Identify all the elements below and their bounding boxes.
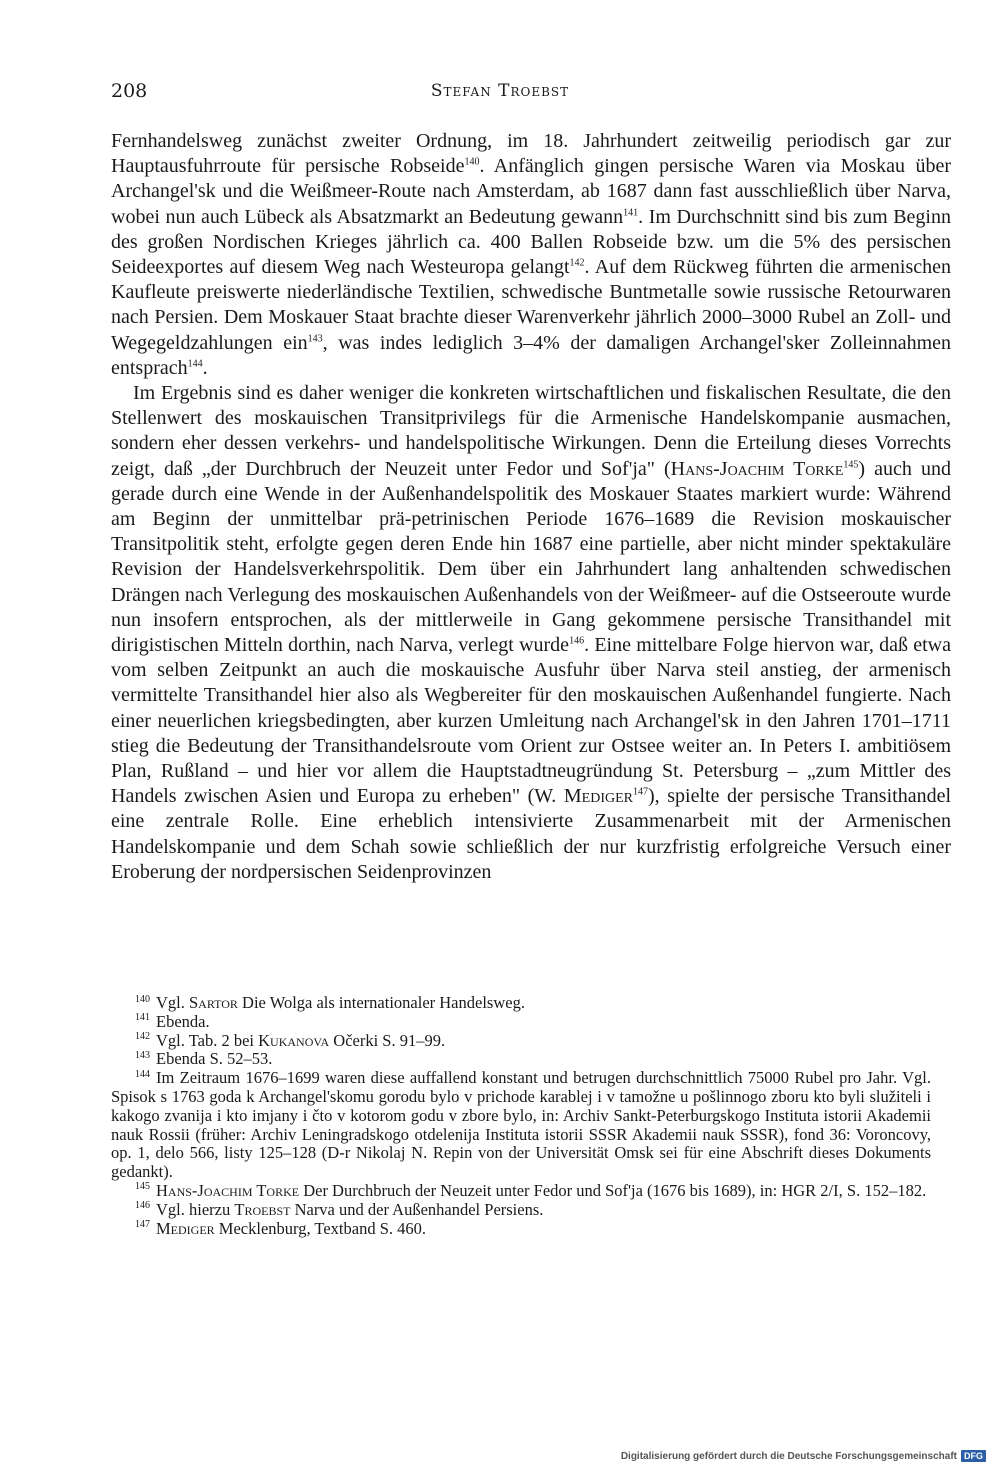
text-span: . Anfänglich gingen persische Waren via Moskau über Archangel'sk und die Weißmeer-Route nach Amsterdam, ab 1687 dann fast ausschließlich über Narva, wobei nun auch Lübeck als Absatzmarkt an Bedeutung gewann bbox=[111, 155, 951, 228]
footnote-text: Ebenda. bbox=[156, 1011, 210, 1031]
footnote bbox=[111, 1069, 931, 1182]
author-name: Mediger bbox=[563, 785, 633, 808]
footnote-text: Mecklenburg, Textband S. 460. bbox=[214, 1218, 427, 1238]
author-name: Sartor bbox=[189, 993, 238, 1012]
running-head: Stefan Troebst bbox=[430, 81, 570, 101]
footnote-ref: 145 bbox=[843, 458, 859, 470]
footnote bbox=[111, 1013, 931, 1032]
footnote bbox=[111, 1182, 931, 1201]
footnote-number: 146 bbox=[135, 1200, 150, 1212]
text-span: . bbox=[202, 356, 208, 379]
text-span: , was indes lediglich 3–4% der damaligen Archangel'sker Zolleinnahmen entsprach bbox=[111, 331, 951, 379]
footnote bbox=[111, 1032, 931, 1051]
footnote-ref: 142 bbox=[569, 257, 585, 269]
footnote-ref: 143 bbox=[307, 332, 323, 344]
page-number: 208 bbox=[111, 80, 148, 102]
author-name: Kukanova bbox=[258, 1030, 330, 1050]
credit-text: Digitalisierung gefördert durch die Deutsche Forschungsgemeinschaft bbox=[620, 1450, 957, 1462]
footnote-number: 145 bbox=[135, 1181, 150, 1193]
text-span: . Eine mittelbare Folge hiervon war, daß etwa vom selben Zeitpunkt an auch die moskauische Ausfuhr über Narva steil anstieg, der armenisch vermittelte Transithandel hier also als Wegbereiter für den moskauischen Außenhandel fungierte. Nach einer neuerlichen kriegsbedingten, aber kurzen Umleitung nach Archangel'sk in den Jahren 1701–1711 stieg die Bedeutung der Transithandelsroute vom Orient zur Ostsee weiter an. In Peters I. ambitiösem Plan, Rußland – und hier vor allem die Hauptstadtneugründung St. Petersburg – „zum Mittler des Handels zwischen Asien und Europa zu erheben" (W. bbox=[111, 634, 952, 808]
footnote bbox=[111, 994, 931, 1013]
footnote-number: 140 bbox=[135, 993, 150, 1005]
paragraph-1 bbox=[111, 129, 951, 381]
text-span: . Im Durchschnitt sind bis zum Beginn des großen Nordischen Krieges jährlich ca. 400 Ballen Robseide bzw. um die 5% des persischen Seideexportes auf diesem Weg nach Westeuropa gelangt bbox=[111, 205, 951, 279]
dfg-logo: DFG bbox=[961, 1450, 986, 1462]
footnote-ref: 146 bbox=[569, 635, 585, 647]
footnote-text: Vgl. hierzu bbox=[156, 1199, 235, 1219]
text-span: ), spielte der persische Transithandel eine zentrale Rolle. Eine erheblich intensivierte Zusammenarbeit mit der Armenischen Handelskompanie und dem Schah sowie schließlich der nur kurzfristig erfolgreiche Versuch einer Eroberung der nordpersischen Seidenprovinzen bbox=[111, 785, 952, 883]
footnote-text: Der Durchbruch der Neuzeit unter Fedor und Sof'ja (1676 bis 1689), in: HGR 2/I, S. 152–182. bbox=[299, 1180, 927, 1200]
footnote-number: 147 bbox=[135, 1219, 150, 1231]
text-span: Im Ergebnis sind es daher weniger die konkreten wirtschaftlichen und fiskalischen Resultate, die den Stellenwert des moskauischen Transitprivilegs für die Armenische Handelskompanie ausmachen, sondern eher dessen verkehrs- und handelspolitische Wirkungen. Denn die Erteilung dieses Vorrechts zeigt, daß „der Durchbruch der Neuzeit unter Fedor und Sof'ja" ( bbox=[111, 382, 951, 480]
footnote-ref: 144 bbox=[187, 358, 203, 370]
footnote-text: Vgl. Tab. 2 bei bbox=[156, 1030, 259, 1050]
footnote-number: 143 bbox=[135, 1049, 150, 1061]
footnote-ref: 140 bbox=[464, 156, 480, 168]
body-text bbox=[111, 129, 951, 885]
footnote-text: Im Zeitraum 1676–1699 waren diese auffallend konstant und betrugen durchschnittlich 75000 Rubel pro Jahr. Vgl. Spisok s 1763 goda k Archangel'skomu gorodu bylo v prichode karablej i v tamožne u pošlinnogo zboru kto byli služiteli i kakogo zvanija i kto imjany i čto v kotorom godu v zbore bylo, in: Archiv Sankt-Peterburgskogo Instituta istorii Akademii nauk Rossii (früher: Archiv Leningradskogo otdelenija Instituta istorii SSSR Akademii nauk SSSR), fond 36: Voroncovy, op. 1, delo 566, listy 125–128 (D-r Nikolaj N. Repin von der Universität Omsk sei für eine Abschrift dieses Dokuments gedankt). bbox=[111, 1068, 931, 1182]
author-name: Troebst bbox=[234, 1199, 291, 1219]
footnote-text: Ebenda S. 52–53. bbox=[156, 1049, 273, 1069]
footnote bbox=[111, 1050, 931, 1069]
author-name: Hans-Joachim Torke bbox=[156, 1180, 300, 1200]
footnotes bbox=[111, 994, 931, 1238]
footnote-text: Očerki S. 91–99. bbox=[329, 1030, 446, 1050]
footnote-ref: 141 bbox=[623, 206, 639, 218]
footnote-text: Narva und der Außenhandel Persiens. bbox=[290, 1199, 544, 1219]
footnote-text: Die Wolga als internationaler Handelsweg. bbox=[237, 993, 525, 1012]
footnote bbox=[111, 1201, 931, 1220]
author-name: Mediger bbox=[156, 1218, 215, 1238]
text-span: . Auf dem Rückweg führten die armenischen Kaufleute preiswerte niederländische Textilien, schwedische Buntmetalle sowie russische Retourwaren nach Persien. Dem Moskauer Staat brachte dieser Warenverkehr jährlich 2000–3000 Rubel an Zoll- und Wegegeldzahlungen ein bbox=[111, 256, 951, 354]
digitization-credit bbox=[621, 1450, 986, 1462]
text-span: Fernhandelsweg zunächst zweiter Ordnung, im 18. Jahrhundert zeitweilig periodisch gar zur Hauptausfuhrroute für persische Robseide bbox=[111, 130, 951, 178]
footnote-number: 144 bbox=[135, 1068, 150, 1080]
footnote-number: 141 bbox=[135, 1012, 150, 1024]
paragraph-2 bbox=[111, 381, 951, 885]
footnote-text: Vgl. bbox=[156, 993, 189, 1012]
text-span: ) auch und gerade durch eine Wende in der Außenhandelspolitik des Moskauer Staates markiert wurde: Während am Beginn der unmittelbar prä-petrinischen Periode 1676–1689 die Revision moskauischer Transitpolitik steht, erfolgte gegen deren Ende hin 1687 eine partielle, aber nicht minder spektakuläre Revision der Handelsverkehrspolitik. Dem über ein Jahrhundert lang anhaltenden schwedischen Drängen nach Verlegung des moskauischen Außenhandels von der Weißmeer- auf die Ostseeroute wurde nun insofern entsprochen, als der mittlerweile in Gang gekommene persische Transithandel mit dirigistischen Mitteln dorthin, nach Narva, verlegt wurde bbox=[111, 457, 951, 657]
author-name: Hans-Joachim Torke bbox=[670, 457, 844, 480]
footnote-number: 142 bbox=[135, 1031, 150, 1043]
footnote bbox=[111, 1220, 931, 1239]
footnote-ref: 147 bbox=[633, 786, 648, 798]
